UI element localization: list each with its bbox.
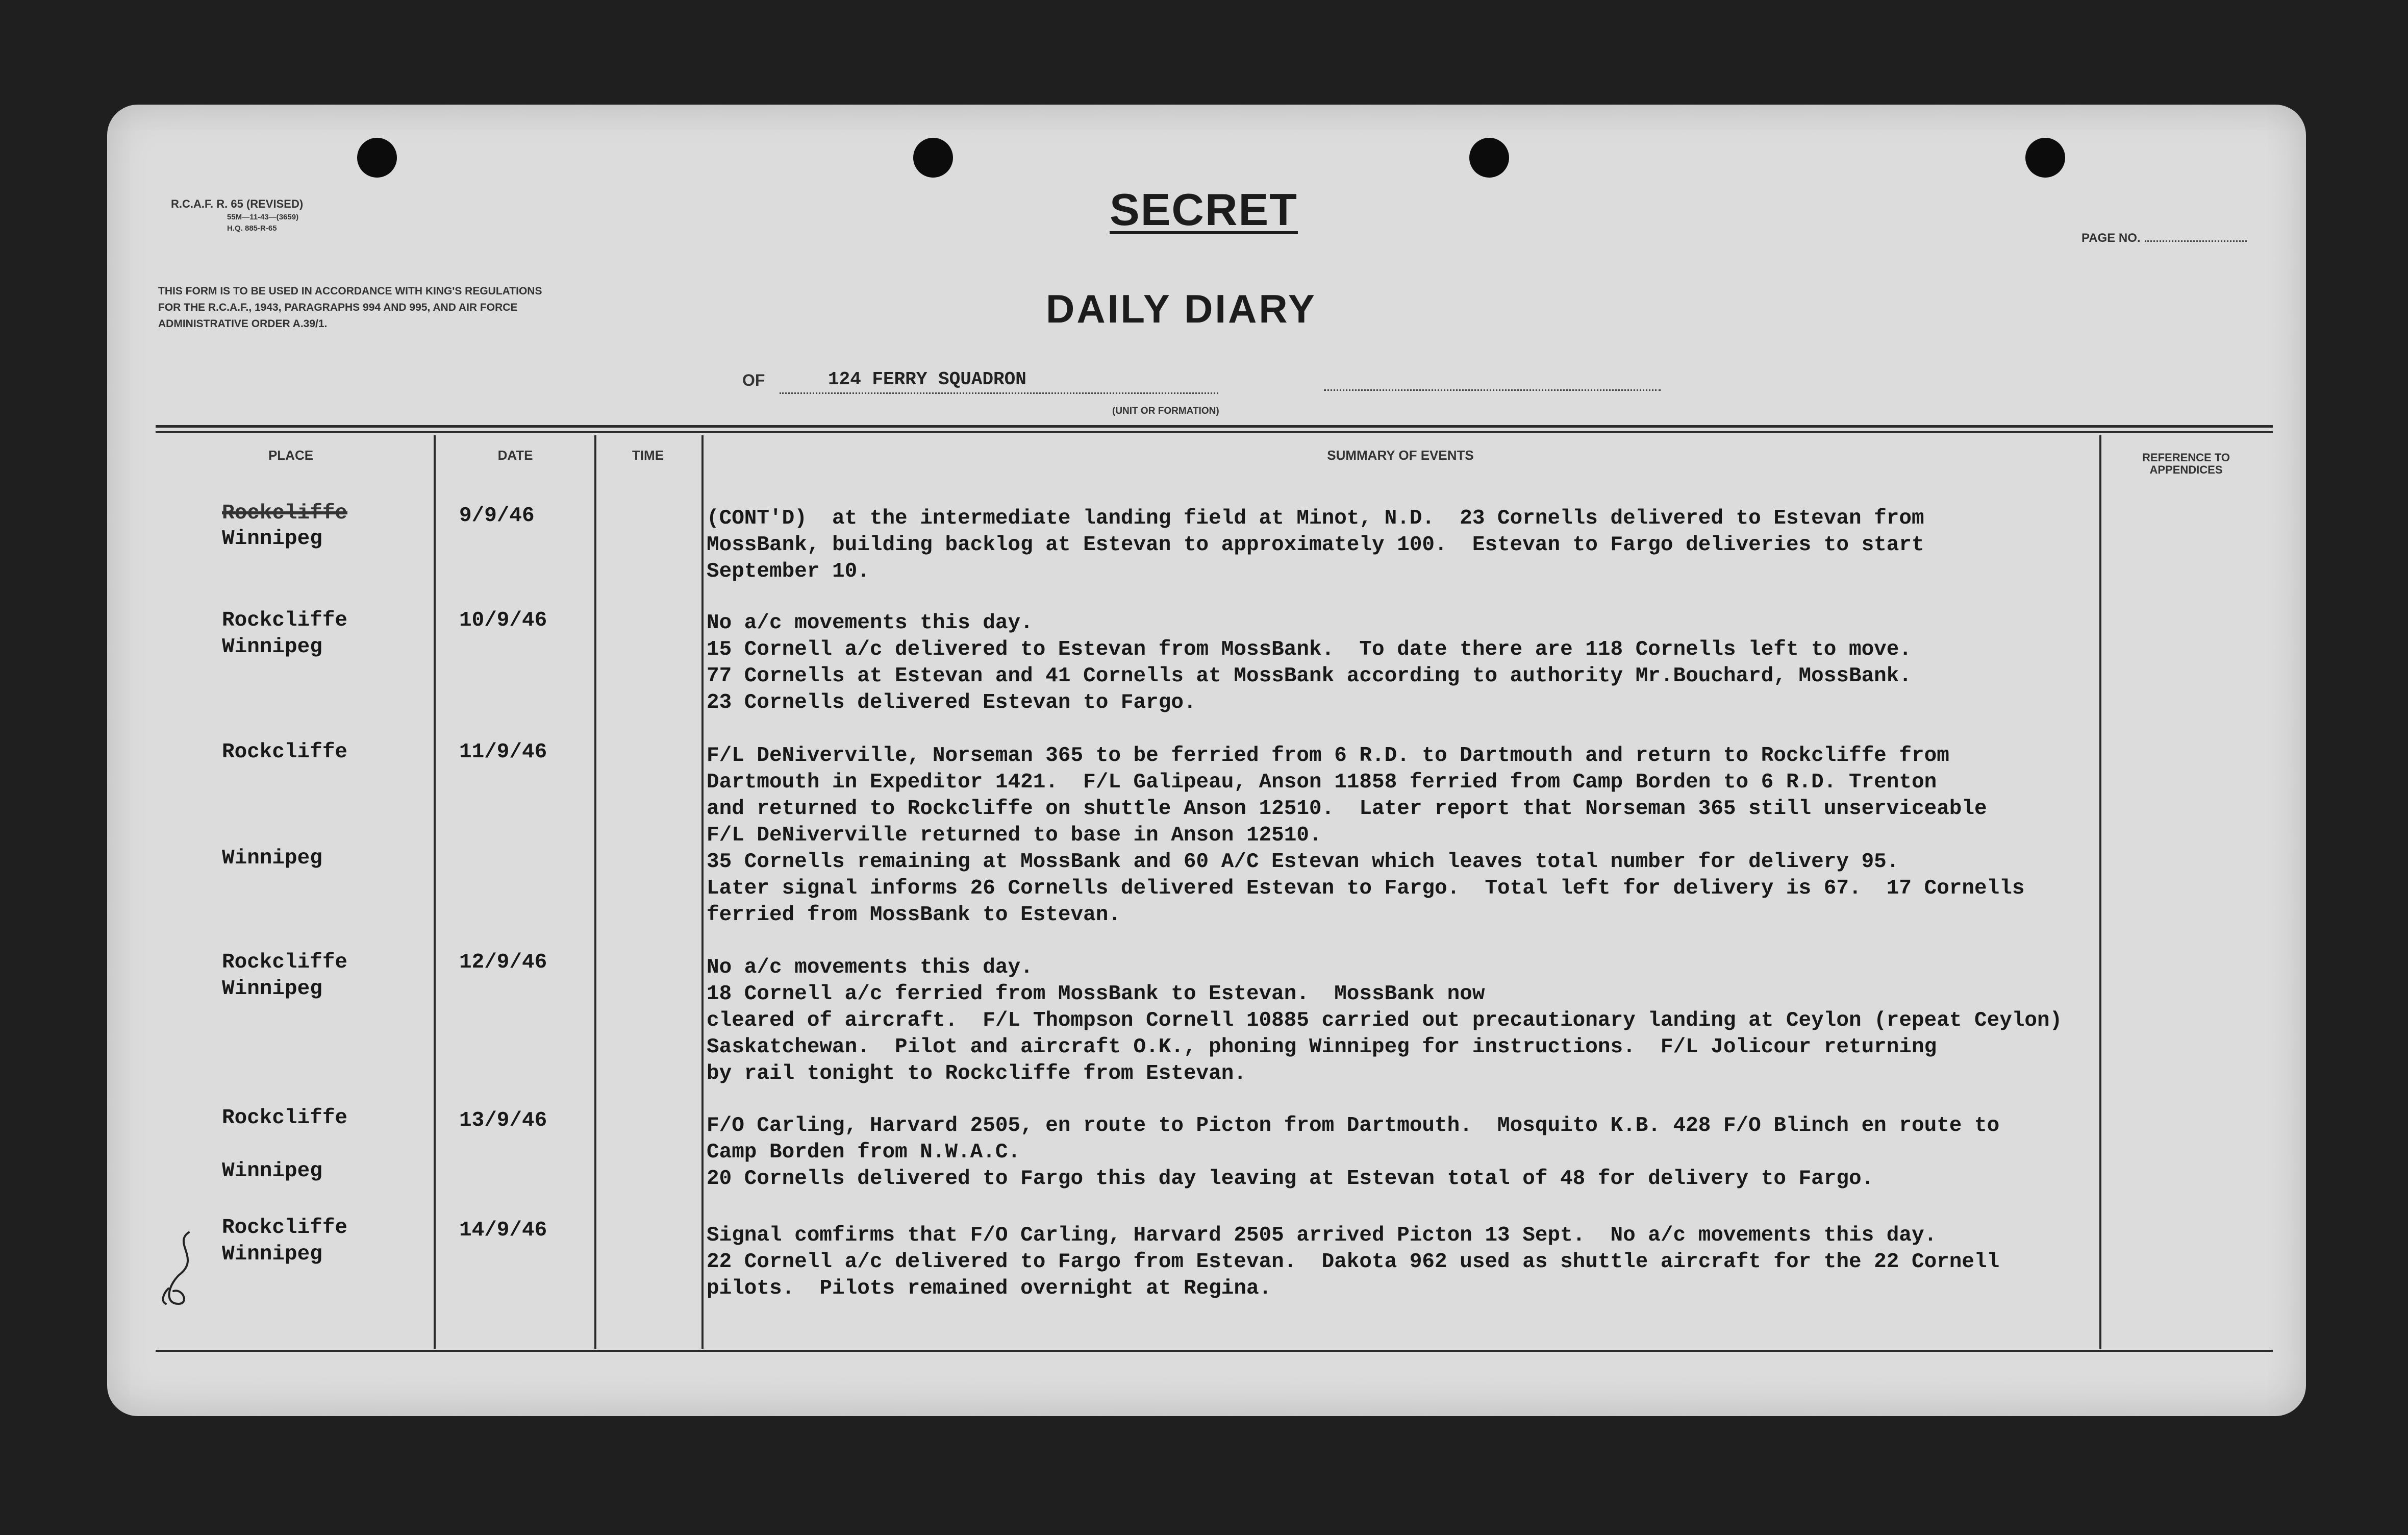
- column-divider: [434, 435, 436, 1349]
- column-divider: [594, 435, 596, 1349]
- place-struck-out: Rockcliffe: [222, 502, 348, 525]
- column-header-place: PLACE: [268, 448, 314, 463]
- entry-summary: (CONT'D) at the intermediate landing field at Minot, N.D. 23 Cornells delivered to Estevan from MossBank, building backlog at Estevan to approximately 100. Estevan to Fargo deliveries to start September 10.: [707, 507, 1924, 583]
- entry-place: Rockcliffe Winnipeg: [222, 740, 348, 870]
- entry-date: 12/9/46: [459, 951, 547, 974]
- entry-date: 13/9/46: [459, 1109, 547, 1132]
- entry-date: 14/9/46: [459, 1219, 547, 1242]
- column-divider: [701, 435, 704, 1349]
- diary-card: [107, 105, 2306, 1416]
- table-top-rule-inner: [156, 431, 2273, 433]
- print-line: 55M—11-43—(3659): [227, 213, 299, 221]
- form-identifier: [171, 196, 303, 234]
- page-title: DAILY DIARY: [1046, 286, 1317, 331]
- form-number: R.C.A.F. R. 65 (REVISED): [171, 197, 304, 210]
- punch-hole: [2025, 138, 2065, 178]
- column-header-summary: SUMMARY OF EVENTS: [1327, 448, 1474, 463]
- hq-reference: H.Q. 885-R-65: [227, 224, 277, 233]
- column-divider: [2099, 435, 2101, 1349]
- entry-summary: No a/c movements this day. 18 Cornell a/c ferried from MossBank to Estevan. MossBank now cleared of aircraft. F/L Thompson Cornell 10885 carried out precautionary landing at Ceylon (repeat Ceylon) Saskatchewan. Pilot and aircraft O.K., phoning Winnipeg for instructions. F/L Jolicour returning by rail tonight to Rockcliffe from Estevan.: [707, 956, 2063, 1085]
- unit-field-continuation: [1324, 389, 1661, 391]
- entry-place: Winnipeg: [222, 527, 322, 551]
- entry-place: Rockcliffe Winnipeg: [222, 1216, 348, 1266]
- unit-value: 124 FERRY SQUADRON: [828, 369, 1026, 390]
- entry-summary: F/O Carling, Harvard 2505, en route to Picton from Dartmouth. Mosquito K.B. 428 F/O Blinch en route to Camp Borden from N.W.A.C. 20 Cornells delivered to Fargo this day leaving at Estevan total of 48 for delivery to Fargo.: [707, 1114, 2000, 1191]
- entry-place: Rockcliffe Winnipeg: [222, 609, 348, 659]
- entry-date: 9/9/46: [459, 504, 535, 528]
- entry-place: Rockcliffe Winnipeg: [222, 951, 348, 1001]
- page-number-label: PAGE NO.: [2081, 231, 2141, 245]
- entry-summary: Signal comfirms that F/O Carling, Harvard 2505 arrived Picton 13 Sept. No a/c movements this day. 22 Cornell a/c delivered to Fargo from Estevan. Dakota 962 used as shuttle aircraft for the 22 Cornell pilots. Pilots remained overnight at Regina.: [707, 1224, 2000, 1300]
- table-top-rule: [156, 425, 2273, 428]
- unit-field: [780, 369, 1218, 394]
- entry-place: Rockcliffe Winnipeg: [222, 1106, 348, 1183]
- table-bottom-rule: [156, 1350, 2273, 1352]
- entry-date: 11/9/46: [459, 740, 547, 764]
- punch-hole: [1469, 138, 1509, 178]
- punch-hole: [913, 138, 953, 178]
- of-label: OF: [742, 371, 765, 389]
- entry-date: 10/9/46: [459, 609, 547, 632]
- initials-signature: [153, 1227, 209, 1314]
- classification-heading: SECRET: [1110, 184, 1298, 235]
- column-header-date: DATE: [497, 448, 533, 463]
- unit-caption: (UNIT OR FORMATION): [1112, 406, 1219, 416]
- column-header-time: TIME: [632, 448, 664, 463]
- page-number-field: [2081, 231, 2247, 245]
- column-header-reference: REFERENCE TO APPENDICES: [2142, 451, 2230, 476]
- entry-summary: F/L DeNiverville, Norseman 365 to be ferried from 6 R.D. to Dartmouth and return to Rockcliffe from Dartmouth in Expeditor 1421. F/L Galipeau, Anson 11858 ferried from Camp Borden to 6 R.D. Trenton and returned to Rockcliffe on shuttle Anson 12510. Later report that Norseman 365 still unserviceable F/L DeNiverville returned to base in Anson 12510. 35 Cornells remaining at MossBank and 60 A/C Estevan which leaves total number for delivery 95. Later signal informs 26 Cornells delivered Estevan to Fargo. Total left for delivery is 67. 17 Cornells ferried from MossBank to Estevan.: [707, 744, 2025, 927]
- punch-hole: [357, 138, 397, 178]
- entry-summary: No a/c movements this day. 15 Cornell a/c delivered to Estevan from MossBank. To date there are 118 Cornells left to move. 77 Cornells at Estevan and 41 Cornells at MossBank according to authority Mr.Bouchard, MossBank. 23 Cornells delivered Estevan to Fargo.: [707, 611, 1912, 714]
- form-instructions: THIS FORM IS TO BE USED IN ACCORDANCE WITH KING'S REGULATIONS FOR THE R.C.A.F., 1943, PARAGRAPHS 994 AND 995, AND AIR FORCE ADMINISTRATIVE ORDER A.39/1.: [158, 285, 542, 330]
